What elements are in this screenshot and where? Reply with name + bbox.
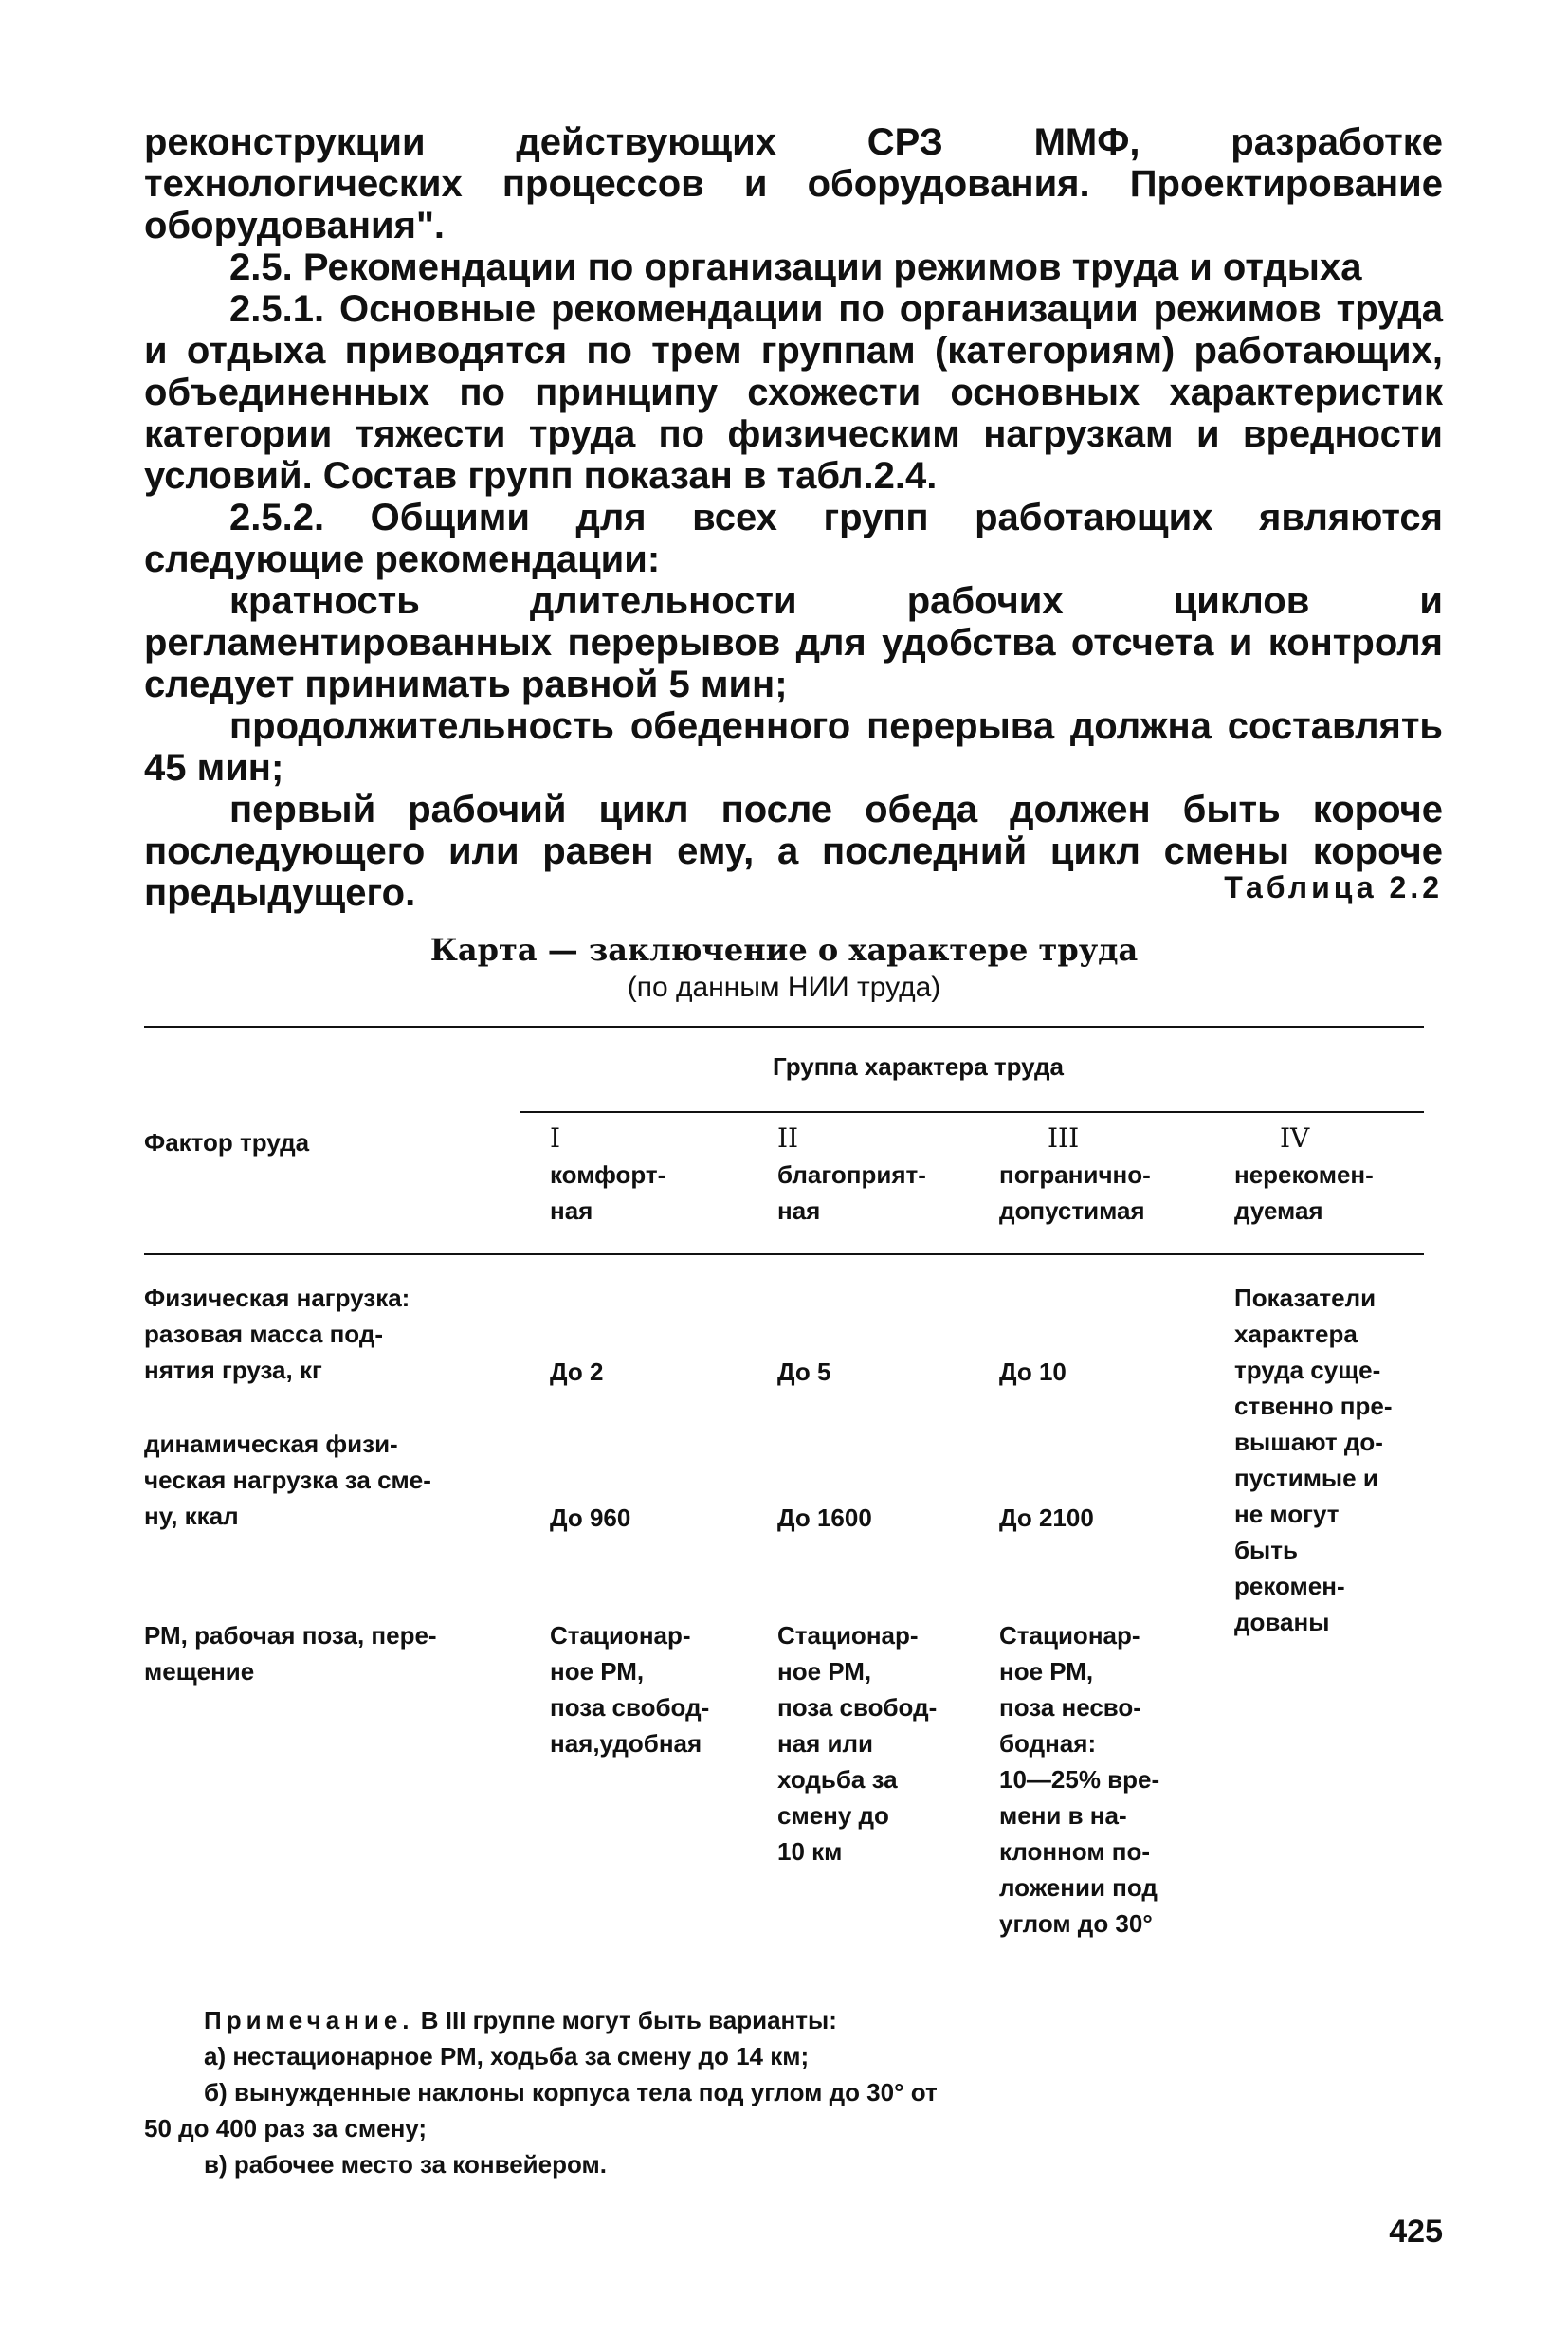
cell-line: ственно пре- xyxy=(1234,1392,1393,1420)
cell-line: углом до 30° xyxy=(999,1909,1153,1938)
group-2-number: II xyxy=(777,1122,799,1154)
factor-line: мещение xyxy=(144,1657,255,1686)
cell-energy-group-1: До 960 xyxy=(550,1504,631,1532)
factor-line: разовая масса под- xyxy=(144,1320,383,1348)
table-top-rule xyxy=(144,1026,1424,1028)
cell-line: ное РМ, xyxy=(550,1657,645,1686)
factor-header: Фактор труда xyxy=(144,1128,310,1157)
factor-line: ческая нагрузка за сме- xyxy=(144,1466,431,1494)
note-intro: В III группе могут быть варианты: xyxy=(420,2006,837,2034)
cell-line: бодная: xyxy=(999,1729,1097,1758)
cell-pose-group-3 xyxy=(999,1617,1159,1942)
cell-line: ное РМ, xyxy=(999,1657,1094,1686)
factor-dynamic-load xyxy=(144,1426,431,1534)
note-label: Примечание. xyxy=(204,2006,414,2034)
cell-line: быть xyxy=(1234,1536,1298,1564)
header-bottom-rule xyxy=(144,1253,1424,1255)
group-1-name-line1: комфорт- xyxy=(550,1160,666,1189)
cell-line: Стационар- xyxy=(777,1621,919,1650)
recommendation-first-cycle: первый рабочий цикл после обеда должен быть короче последующего или равен ему, а последний цикл смены короче предыдущего. xyxy=(144,789,1443,914)
cell-line: труда суще- xyxy=(1234,1356,1381,1384)
page-number: 425 xyxy=(1389,2214,1443,2250)
cell-line: 10—25% вре- xyxy=(999,1765,1160,1794)
factor-line: Физическая нагрузка: xyxy=(144,1284,410,1312)
cell-line: Стационар- xyxy=(550,1621,691,1650)
paragraph-2-5-2: 2.5.2. Общими для всех групп работающих являются следующие рекомендации: xyxy=(144,497,1443,580)
cell-line: не могут xyxy=(1234,1500,1340,1528)
paragraph-continuation: реконструкции действующих СРЗ ММФ, разработке технологических процессов и оборудования. Проектирование оборудования". xyxy=(144,121,1443,246)
factor-line: ну, ккал xyxy=(144,1502,239,1530)
factor-line: РМ, рабочая поза, пере- xyxy=(144,1621,437,1650)
cell-line: 10 км xyxy=(777,1837,843,1866)
cell-energy-group-3: До 2100 xyxy=(999,1504,1094,1532)
note-item-b-line2: 50 до 400 раз за смену; xyxy=(144,2114,428,2142)
group-header: Группа характера труда xyxy=(773,1052,1064,1081)
table-label: Таблица 2.2 xyxy=(1224,870,1443,904)
cell-line: рекомен- xyxy=(1234,1572,1345,1600)
factor-workplace-pose xyxy=(144,1617,437,1689)
cell-mass-group-2: До 5 xyxy=(777,1358,831,1386)
cell-line: пустимые и xyxy=(1234,1464,1378,1492)
group-2-name-line1: благоприят- xyxy=(777,1160,926,1189)
cell-line: поза несво- xyxy=(999,1693,1141,1722)
cell-line: Стационар- xyxy=(999,1621,1140,1650)
cell-line: вышают до- xyxy=(1234,1428,1383,1456)
group-4-name-line2: дуемая xyxy=(1234,1196,1323,1225)
note-item-c: в) рабочее место за конвейером. xyxy=(204,2150,607,2179)
group-1-name-line2: ная xyxy=(550,1196,593,1225)
table-title-block xyxy=(144,931,1424,1007)
cell-line: поза свобод- xyxy=(550,1693,710,1722)
note-intro-line xyxy=(204,2004,837,2036)
cell-line: ная или xyxy=(777,1729,874,1758)
table-title: Карта — заключение о характере труда xyxy=(429,932,1139,968)
cell-line: ное РМ, xyxy=(777,1657,872,1686)
factor-line: динамическая физи- xyxy=(144,1430,398,1458)
cell-line: Показатели xyxy=(1234,1284,1377,1312)
group-3-name-line2: допустимая xyxy=(999,1196,1145,1225)
recommendation-lunch: продолжительность обеденного перерыва должна составлять 45 мин; xyxy=(144,705,1443,789)
note-item-a: а) нестационарное РМ, ходьба за смену до 14 км; xyxy=(204,2042,810,2070)
group-3-number: III xyxy=(1048,1122,1080,1154)
factor-line: нятия груза, кг xyxy=(144,1356,322,1384)
cell-line: мени в на- xyxy=(999,1801,1127,1830)
note-item-b-line1: б) вынужденные наклоны корпуса тела под углом до 30° от xyxy=(204,2078,938,2106)
factor-physical-load xyxy=(144,1280,410,1388)
cell-line: поза свобод- xyxy=(777,1693,938,1722)
recommendation-cycles: кратность длительности рабочих циклов и регламентированных перерывов для удобства отсчета и контроля следует принимать равной 5 мин; xyxy=(144,580,1443,705)
cell-line: ходьба за xyxy=(777,1765,898,1794)
group-4-name-line1: нерекомен- xyxy=(1234,1160,1374,1189)
body-text xyxy=(144,121,1443,914)
cell-line: клонном по- xyxy=(999,1837,1151,1866)
cell-line: ложении под xyxy=(999,1873,1158,1902)
cell-pose-group-1 xyxy=(550,1617,709,1761)
group-header-rule xyxy=(520,1111,1424,1113)
group-4-number: IV xyxy=(1280,1122,1310,1154)
cell-pose-group-2 xyxy=(777,1617,937,1869)
cell-mass-group-3: До 10 xyxy=(999,1358,1067,1386)
group-1-number: I xyxy=(550,1122,561,1154)
paragraph-2-5-1: 2.5.1. Основные рекомендации по организации режимов труда и отдыха приводятся по трем группам (категориям) работающих, объединенных по принципу схожести основных характеристик категории тяжести труда по физическим нагрузкам и вредности условий. Состав групп показан в табл.2.4. xyxy=(144,288,1443,497)
cell-line: характера xyxy=(1234,1320,1358,1348)
cell-line: смену до xyxy=(777,1801,889,1830)
cell-group-4-note xyxy=(1234,1280,1393,1640)
group-3-name-line1: погранично- xyxy=(999,1160,1151,1189)
section-heading: 2.5. Рекомендации по организации режимов труда и отдыха xyxy=(229,246,1362,288)
cell-mass-group-1: До 2 xyxy=(550,1358,604,1386)
cell-line: ная,удобная xyxy=(550,1729,702,1758)
cell-line: дованы xyxy=(1234,1608,1330,1636)
group-2-name-line2: ная xyxy=(777,1196,821,1225)
cell-energy-group-2: До 1600 xyxy=(777,1504,872,1532)
table-subtitle: (по данным НИИ труда) xyxy=(627,972,941,1003)
